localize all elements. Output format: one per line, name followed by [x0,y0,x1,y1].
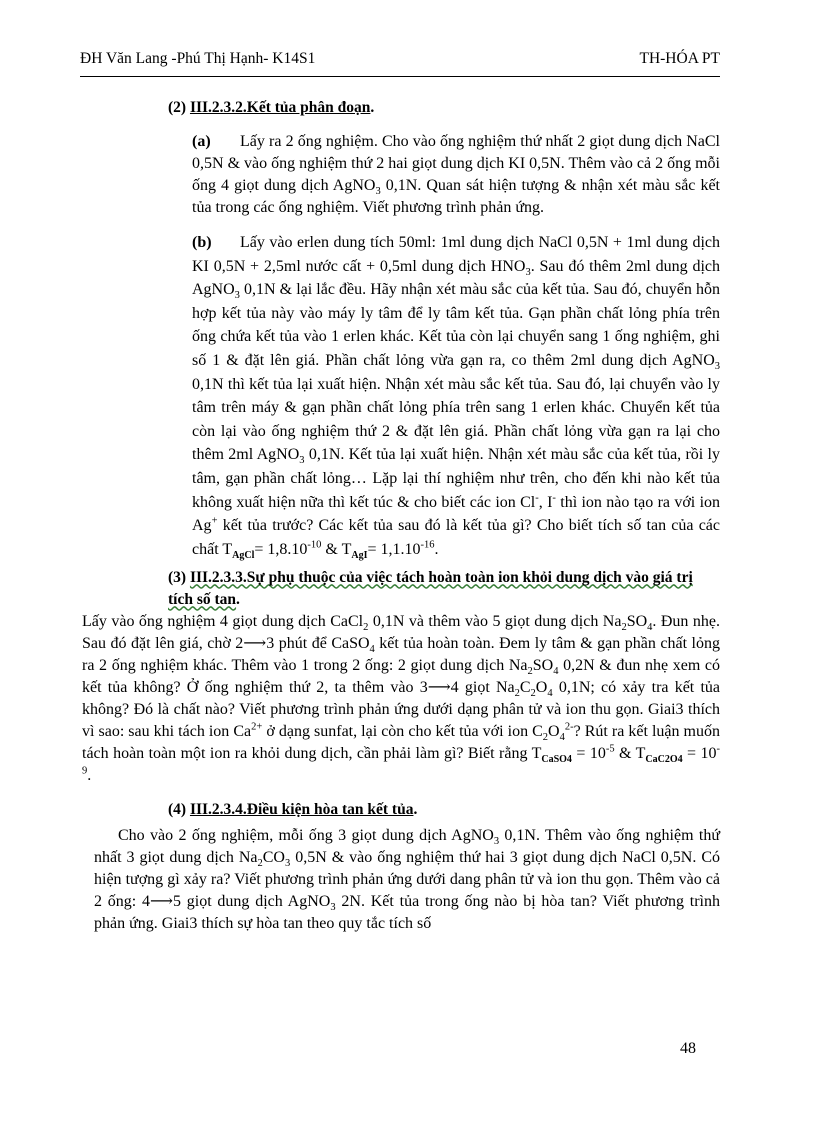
text-run: -5 [605,743,615,755]
text-run: 4 [647,622,653,634]
text-run: kết tủa trước? Các kết tủa sau đó là kết tủa gì? Cho biết tích số tan của các chất T [192,517,720,558]
text-run: (3) [168,569,190,587]
text-run: AgI [351,549,368,561]
text-run: 3 [493,836,500,848]
text-run: . [413,801,418,819]
text-run: 3 [525,266,531,278]
text-run: 2 [257,858,263,870]
text-run: (4) [168,801,190,819]
section-2-heading [168,97,720,119]
text-run: ? Rút ra kết luận muốn tách hoàn toàn một ion ra khỏi dung dịch, cần phải làm gì? Biết rằng T [82,723,721,763]
text-run: 4 [547,688,553,700]
text-run: AgCl [232,549,255,561]
text-run: SO [532,657,554,675]
text-run: 3 [330,902,336,914]
text-run: 2- [564,721,574,733]
text-run: CO [262,849,285,867]
text-run: SO [626,613,648,631]
text-run: Cho vào 2 ống nghiệm, mỗi ống 3 giọt dung dịch AgNO [118,827,494,845]
text-run: . [434,540,439,558]
text-run: thì ion nào tạo ra với ion Ag [192,493,721,535]
paragraph-b [192,231,720,561]
text-run: 4 [559,732,565,744]
text-run: Lấy vào ống nghiệm 4 giọt dung dịch CaCl [82,613,364,631]
text-run: 0,1N. Thêm vào ống nghiệm thứ nhất 3 giọt dung dịch Na [94,827,721,867]
text-run: . [370,99,375,116]
text-run: III.2.3.2.Kết tủa phân đoạn [189,99,371,116]
text-run: 0,1N & lại lắc đều. Hãy nhận xét màu sắc của kết tủa. Sau đó, chuyển hỗn hợp kết tủa này vào máy ly tâm để ly tâm kết tủa. Gạn phần chất lỏng phía trên ống chứa kết tủa vào 1 erlen khác. Kết tủa còn lại chuyển sang 1 ống nghiệm, ghi số 1 & đặt lên giá. Phần chất lỏng vừa gạn ra, co thêm 2ml dung dịch AgNO [192,281,720,369]
header-left: ĐH Văn Lang -Phú Thị Hạnh- K14S1 [80,50,316,67]
text-run: Lấy vào erlen dung tích 50ml: 1ml dung dịch NaCl 0,5N + 1ml dung dịch KI 0,5N + 2,5ml nước cất + 0,5ml dung dịch HNO [192,234,720,275]
page-number: 48 [680,1040,696,1057]
text-run: kết tủa hoàn toàn. Đem ly tâm & gạn phần chất lỏng ra 2 ống nghiệm khác. Thêm vào 1 trong 2 ống: 2 giọt dung dịch Na [82,635,720,675]
text-run: 3 [234,290,240,302]
text-run: III.2.3.3.Sự phụ thuộc của việc tách hoàn toàn ion khỏi dung dịch vào giá trị tích số tan [168,569,693,609]
text-run: 3 [714,361,720,373]
paragraph-3 [82,611,720,787]
text-run: = 10 [682,745,717,763]
text-run: ở dạng sunfat, lại còn cho kết tủa với ion C [262,723,543,741]
text-run: C [519,679,531,697]
text-run: = 10 [571,745,606,763]
text-run: 0,1N. Kết tủa lại xuất hiện. Nhận xét màu sắc của kết tủa, rồi ly tâm, gạn phần chất lỏng… Lặp lại thí nghiệm như trên, cho đến khi nào kết tủa không xuất hiện nữa thì kết túc & cho biết các ion Cl [192,446,720,511]
text-run: -16 [420,539,435,551]
text-run: (b) [192,234,212,251]
text-run: 2 [363,622,369,634]
text-run: 4 [369,644,375,656]
text-run: 0,2N & đun nhẹ xem có kết tủa không? Ở ống nghiệm thứ 2, ta thêm vào 3⟶4 giọt Na [82,657,720,697]
text-run: 2+ [251,721,263,733]
text-run: O [548,723,560,741]
text-run: . [87,767,92,785]
text-run: (2) [168,99,190,116]
text-run: Lấy ra 2 ống nghiệm. Cho vào ống nghiệm thứ nhất 2 giọt dung dịch NaCl 0,5N & vào ống nghiệm thứ 2 hai giọt dung dịch KI 0,5N. Thêm vào cả 2 ống mỗi ống 4 giọt dung dịch AgNO [192,133,720,194]
text-run: CaC2O4 [645,754,683,766]
text-run: O [535,679,548,697]
text-run: CaSO4 [541,754,572,766]
text-run: & T [614,745,646,763]
text-run: 0,1N; có xảy tra kết tủa không? Đó là chất nào? Viết phương trình phản ứng dưới dạng phân tử và ion thu gọn. Giai3 thích vì sao: sau khi tách ion Ca [82,679,720,741]
text-run: 2 [527,666,533,678]
text-run: 2N. Kết tủa trong ống nào bị hòa tan? Viết phương trình phản ứng. Giai3 thích sự hòa tan theo quy tắc tích số [94,893,720,933]
text-run: 3 [299,455,305,467]
text-run: 0,1N thì kết tủa lại xuất hiện. Nhận xét màu sắc kết tủa. Sau đó, lại chuyển vào ly tâm trên máy & gạn phần chất lỏng phía trên sang 1 erlen khác. Chuyển kết tủa còn lại vào ống nghiệm thứ 2 & đặt lên giá. Phần chất lỏng vừa gạn ra lại cho thêm 2ml AgNO [192,375,720,464]
page-header [80,50,720,72]
text-run: III.2.3.4.Điều kiện hòa tan kết tủa [189,801,414,819]
text-run: . Sau đó thêm 2ml dung dịch AgNO [192,257,721,299]
document-body [82,97,721,935]
text-run: . Đun nhẹ. Sau đó đặt lên giá, chờ 2⟶3 phút để CaSO [82,613,721,653]
text-run: 0,1N. Quan sát hiện tượng & nhận xét màu sắc kết tủa trong các ống nghiệm. Viết phương trình phản ứng. [192,177,720,216]
section-3-heading [168,567,702,611]
text-run: 2 [514,688,520,700]
text-run: 2 [530,688,536,700]
text-run: - [552,492,556,504]
section-4-heading [168,799,720,821]
text-run: . [236,591,240,609]
header-divider [80,76,720,77]
text-run: (a) [192,133,211,150]
text-run: 2 [621,622,627,634]
text-run: & T [321,540,352,558]
text-run: 0,5N & vào ống nghiệm thứ hai 3 giọt dung dịch NaCl 0,5N. Có hiện tượng gì xảy ra? Viết phương trình phản ứng dưới dang phân tử và ion thu gọn. Thêm vào cả 2 ống: 4⟶5 giọt dung dịch AgNO [94,849,721,911]
text-run: 0,1N và thêm vào 5 giọt dung dịch Na [368,613,622,631]
text-run: = 1,1.10 [367,540,421,558]
text-run: 3 [284,858,291,870]
text-run: + [211,515,218,527]
text-run: - [535,492,539,504]
text-run: -10 [307,539,322,551]
text-run: -9 [82,743,720,777]
paragraph-4 [94,825,720,935]
text-run: 3 [375,186,381,198]
text-run: , I [538,493,553,511]
header-right: TH-HÓA PT [639,50,720,67]
text-run: = 1,8.10 [254,540,308,558]
text-run: 4 [553,666,559,678]
paragraph-a [192,131,720,219]
text-run: 2 [542,732,549,744]
